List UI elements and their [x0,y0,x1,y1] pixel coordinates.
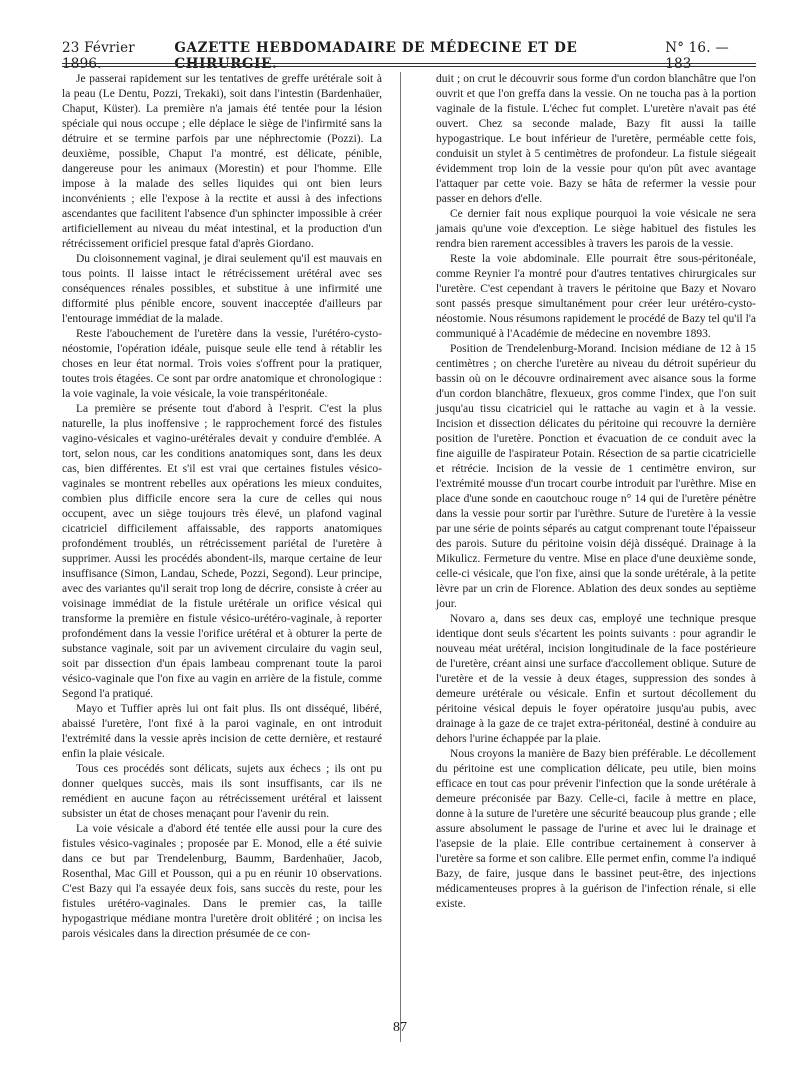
journal-title: GAZETTE HEBDOMADAIRE DE MÉDECINE ET DE CHIRURGIE. [174,40,578,72]
paragraph: Tous ces procédés sont délicats, sujets aux échecs ; ils ont pu donner quelques succès, mais ils sont insuffisants, car ils ne remédient en aucune façon au rétrécissement urétéral et laissent subsister un état de choses menaçant pour l'avenir du rein. [62,763,382,820]
paragraph: Nous croyons la manière de Bazy bien préférable. Le décollement du péritoine est une complication délicate, peu utile, bien moins efficace en tout cas pour prévenir l'infection que la sonde urétérale à demeure préconisée par Bazy. Celle-ci, facile à mettre en place, donne à la suture de l'uretère une sécurité beaucoup plus grande ; elle assure absolument le passage de l'urine et avec lui le drainage et l'asepsie de la plaie. Elle contribue certainement à conserver à l'uretère sa forme et son calibre. Elle permet enfin, comme l'a indiqué Bazy, de faire, jusque dans le bassinet peut-être, des injections médicamenteuses propres à la guérison de l'infection rénale, si elle existe. [436,748,756,910]
paragraph: Position de Trendelenburg-Morand. Incision médiane de 12 à 15 centimètres ; on cherche l'uretère au niveau du détroit supérieur du bassin où on le découvre ordinairement avec aisance sous la forme d'un cordon blanchâtre, flexueux, gros comme l'index, que l'on suit jusqu'au tissu cicatriciel qui le rattache au vagin et à la vessie. Incision et dissection délicates du péritoine qui recouvre la dernière position de l'uretère. Ponction et évacuation de ce conduit avec la fine aiguille de l'aspirateur Potain. Résection de sa partie cicatricielle et rétrécie. Incision de la vessie de 1 centimètre environ, sur l'extrémité mousse d'un trocart courbe introduit par l'urèthre. Mise en place d'une sonde en caoutchouc rouge n° 14 qui de l'uretère pénètre dans la vessie pour sortir par l'urèthre. Suture de l'uretère à la vessie par une série de points séparés au catgut comprenant toute l'épaisseur des parois. Suture du péritoine voisin déjà disséqué. Drainage à la Mikulicz. Fermeture du ventre. Mise en place d'une deuxième sonde, celle-ci vésicale, que l'on fixe, ainsi que la sonde urétérale, à la petite lèvre par un crin de Florence. Ablation des deux sondes au septième jour. [436,343,756,610]
paragraph: Mayo et Tuffier après lui ont fait plus. Ils ont disséqué, libéré, abaissé l'uretère, l'ont fixé à la paroi vaginale, en ont introduit l'extrémité dans la vessie après incision de cette dernière, et restauré enfin la plaie vésicale. [62,703,382,760]
paragraph: La première se présente tout d'abord à l'esprit. C'est la plus naturelle, la plus inoffensive ; le rapprochement forcé des fistules vagino-vésicales et vagino-urétérales devait y conduire d'emblée. A tort, selon nous, car les conditions anatomiques sont, dans les deux cas, bien différentes. Et s'il est vrai que certaines fistules vésico-vaginales se montrent rebelles aux opérations les mieux conduites, combien plus difficile encore sera la cure de celles qui nous occupent, avec un siège toujours très élevé, un plafond vaginal cicatriciel difficilement affaissable, des rapports anatomiques profondément troublés, un rétrécissement pariétal de l'uretère à supprimer. Aussi les procédés abondent-ils, marque certaine de leur insuffisance (Simon, Landau, Schede, Pozzi, Segond). Leur principe, avec des variantes qu'il serait trop long de décrire, consiste à créer au voisinage immédiat de la fistule urétérale un orifice vésical qui transforme la première en fistule vésico-urétéro-vaginale, à reporter profondément dans la vessie l'orifice urétéral et à obturer la perte de substance vaginale, soit par un avivement circulaire du vagin seul, soit par dissection d'un épais lambeau comprenant toute la paroi vésico-vaginale que l'on fixe au vagin en arrière de la fistule, comme Segond l'a pratiqué. [62,403,382,700]
header-rule [62,63,756,64]
paragraph: Je passerai rapidement sur les tentatives de greffe urétérale soit à la peau (Le Dentu, Pozzi, Trekaki), soit dans l'intestin (Bardenhaüer, Chaput, Küster). La première n'a jamais été tentée pour la lésion spéciale qui nous occupe ; elle déplace le siège de l'infirmité sans la détruire et se termine parfois par une néphrectomie (Pozzi). La deuxième, possible, Chaput l'a montré, est délicate, pénible, dangereuse pour les animaux (Morestin) et pour l'homme. Elle impose à la malade des selles liquides qui ont bien leurs inconvénients ; elle l'expose à la rectite et aussi à des infections ascendantes que facilitent l'absence d'un sphincter impossible à créer artificiellement au niveau du méat intestinal, et la production d'un rétrécissement orificiel presque fatal d'après Giordano. [62,73,382,250]
issue-page-number: N° 16. — 183 [665,40,729,72]
folio-number: 87 [393,1020,407,1035]
running-header [62,40,756,72]
paragraph: Novaro a, dans ses deux cas, employé une technique presque identique dont seuls s'écartent les points suivants : pour agrandir le nouveau méat urétéral, incision longitudinale de la face postérieure de l'uretère, créant ainsi une surface d'accollement oblique. Suture de l'uretère et de la vessie à deux étages, suppression des sondes à demeure urétérale ou vésicale. Enfin et surtout décollement du péritoine vésical depuis le foyer opératoire jusqu'au pubis, avec drainage à la gaze de ce trajet extra-péritonéal, destiné à conduire au dehors l'urine échappée par la plaie. [436,613,756,745]
paragraph: Ce dernier fait nous explique pourquoi la voie vésicale ne sera jamais qu'une voie d'exception. Le siège habituel des fistules les rendra bien rarement accessibles à travers les parois de la vessie. [436,208,756,250]
right-column [436,72,756,912]
left-column [62,72,382,942]
paragraph: Reste la voie abdominale. Elle pourrait être sous-péritonéale, comme Reynier l'a montré pour d'autres tentatives chirurgicales sur l'uretère. C'est cependant à travers le péritoine que Bazy et Novaro sont passés presque simultanément pour créer leur urétéro-cysto-néostomie. Nous résumons rapidement le procédé de Bazy tel qu'il l'a communiqué à l'Académie de médecine en novembre 1893. [436,253,756,340]
paragraph: duit ; on crut le découvrir sous forme d'un cordon blanchâtre que l'on ouvrit et que l'on greffa dans la vessie. On ne toucha pas à la portion vaginale de la fistule. L'échec fut complet. L'uretère n'avait pas été ouvert. Chez sa seconde malade, Bazy fit aussi la taille hypogastrique. Le bout inférieur de l'uretère, perméable cette fois, conduisit un stylet à 5 centimètres de profondeur. La fistule siégeait évidemment trop loin de la vessie pour qu'on pût avec avantage l'attaquer par cette voie. Bazy se hâta de refermer la vessie pour passer en dehors d'elle. [436,73,756,205]
paragraph: Reste l'abouchement de l'uretère dans la vessie, l'urétéro-cysto-néostomie, l'opération idéale, puisque seule elle tend à rétablir les choses en leur état normal. Trois voies s'offrent pour la pratiquer, toutes trois étagées. Ce sont par ordre anatomique et chronologique : la voie vaginale, la voie vésicale, la voie transpéritonéale. [62,328,382,400]
header-rule [62,66,756,67]
paragraph: La voie vésicale a d'abord été tentée elle aussi pour la cure des fistules vésico-vaginales ; proposée par E. Monod, elle a été suivie dans ce but par Trendelenburg, Baumm, Bardenhaüer, Jacob, Rosenthal, Mac Gill et Pousson, qui a pu en réunir 10 observations. C'est Bazy qui l'a essayée deux fois, sans succès du reste, pour les fistules urétéro-vaginales. Dans le premier cas, la taille hypogastrique médiane montra l'uretère droit oblitéré ; on incisa les parois vésicales dans la direction présumée de ce con- [62,823,382,940]
column-divider [400,72,401,1042]
issue-date: 23 Février 1896. [62,40,135,72]
paragraph: Du cloisonnement vaginal, je dirai seulement qu'il est mauvais en tous points. Il laisse intact le rétrécissement urétéral avec ses conséquences rénales possibles, et substitue à une infirmité une difformité plus pénible encore, souvent inacceptée d'ailleurs par l'entourage immédiat de la malade. [62,253,382,325]
